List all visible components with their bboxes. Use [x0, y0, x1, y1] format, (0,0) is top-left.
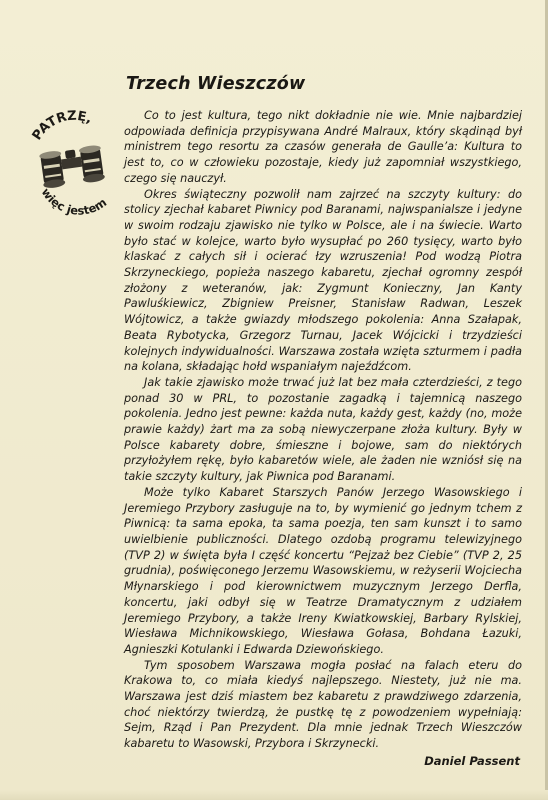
article-paragraph: Okres świąteczny pozwolił nam zajrzeć na szczyty kultury: do stolicy zjechał kabaret Piwnicy pod Baranami, najwspanialsze i jedyne w swoim rodzaju zjawisko nie tylko w Polsce, ale i na świecie. Warto było stać w kolejce, warto było wysupłać po 260 tysięcy, warto było klaskać z całych sił i ocierać łzy wzruszenia! Pod wodzą Piotra Skrzyneckiego, popieża naszego kabaretu, zjechał ogromny zespół złożony z weteranów, jak: Zygmunt Konieczny, Jan Kanty Pawluśkiewicz, Zbigniew Preisner, Stanisław Radwan, Leszek Wójtowicz, a także gwiazdy młodszego pokolenia: Anna Szałapak, Beata Rybotycka, Grzegorz Turnau, Jacek Wójcicki i trzydzieści kolejnych indywidualności. Warszawa została wzięta szturmem i padła na kolana, składając hołd wspaniałym najeźdźcom.: [124, 187, 522, 374]
article-paragraph: Jak takie zjawisko może trwać już lat bez mała czterdzieści, z tego ponad 30 w PRL, to pozostanie zagadką i tajemnicą naszego pokolenia. Jedno jest pewne: każda nuta, każdy gest, każdy (no, może prawie każdy) żart ma za sobą niewyczerpane złoża kultury. Były w Polsce kabarety dobre, śmieszne i bojowe, sam do niektórych przyłożyłem rękę, było kabaretów wiele, ale żaden nie wzniósł się na takie szczyty kultury, jak Piwnica pod Baranami.: [124, 375, 522, 484]
column-logo-graphic: [24, 104, 120, 224]
article-body: [124, 108, 522, 752]
page-bottom-edge: [0, 790, 548, 800]
binoculars-icon: [39, 144, 105, 189]
logo-bottom-text: więc jestem: [38, 185, 110, 218]
article-paragraph: Tym sposobem Warszawa mogła posłać na falach eteru do Krakowa to, co miała kiedyś najlepszego. Niestety, już nie ma. Warszawa jest dziś miastem bez kabaretu z prawdziwego zdarzenia, choć niektórzy twierdzą, że pustkę tę z powodzeniem wypełniają: Sejm, Rząd i Pan Prezydent. Dla mnie jednak Trzech Wieszczów kabaretu to Wasowski, Przybora i Skrzynecki.: [124, 658, 522, 751]
article-paragraph: Może tylko Kabaret Starszych Panów Jerzego Wasowskiego i Jeremiego Przybory zasługuje na to, by wymienić go jednym tchem z Piwnicą: ta sama epoka, ta sama poezja, ten sam kunszt i to samo uwielbienie publiczności. Dlatego ozdobą programu telewizyjnego (TVP 2) w święta była I część koncertu “Pejzaż bez Ciebie” (TVP 2, 25 grudnia), poświęconego Jerzemu Wasowskiemu, w reżyserii Wojciecha Młynarskiego i pod kierownictwem muzycznym Jerzego Derfla, koncertu, jaki odbył się w Teatrze Dramatycznym z udziałem Jeremiego Przybory, a także Ireny Kwiatkowskiej, Barbary Rylskiej, Wiesława Michnikowskiego, Wiesława Gołasa, Bohdana Łazuki, Agnieszki Kotulanki i Edwarda Dziewońskiego.: [124, 485, 522, 656]
logo-top-text: PATRZĘ,: [29, 108, 95, 144]
article-paragraph: Co to jest kultura, tego nikt dokładnie nie wie. Mnie najbardziej odpowiada definicja przypisywana André Malraux, który skądinąd był ministrem tego resortu za czasów generała de Gaulle’a: Kultura to jest to, co w człowieku pozostaje, kiedy już zapomniał wszystkiego, czego się nauczył.: [124, 109, 522, 185]
column-logo: [24, 104, 120, 224]
article-title: Trzech Wieszczów: [126, 74, 306, 94]
author-signature: Daniel Passent: [424, 754, 520, 768]
